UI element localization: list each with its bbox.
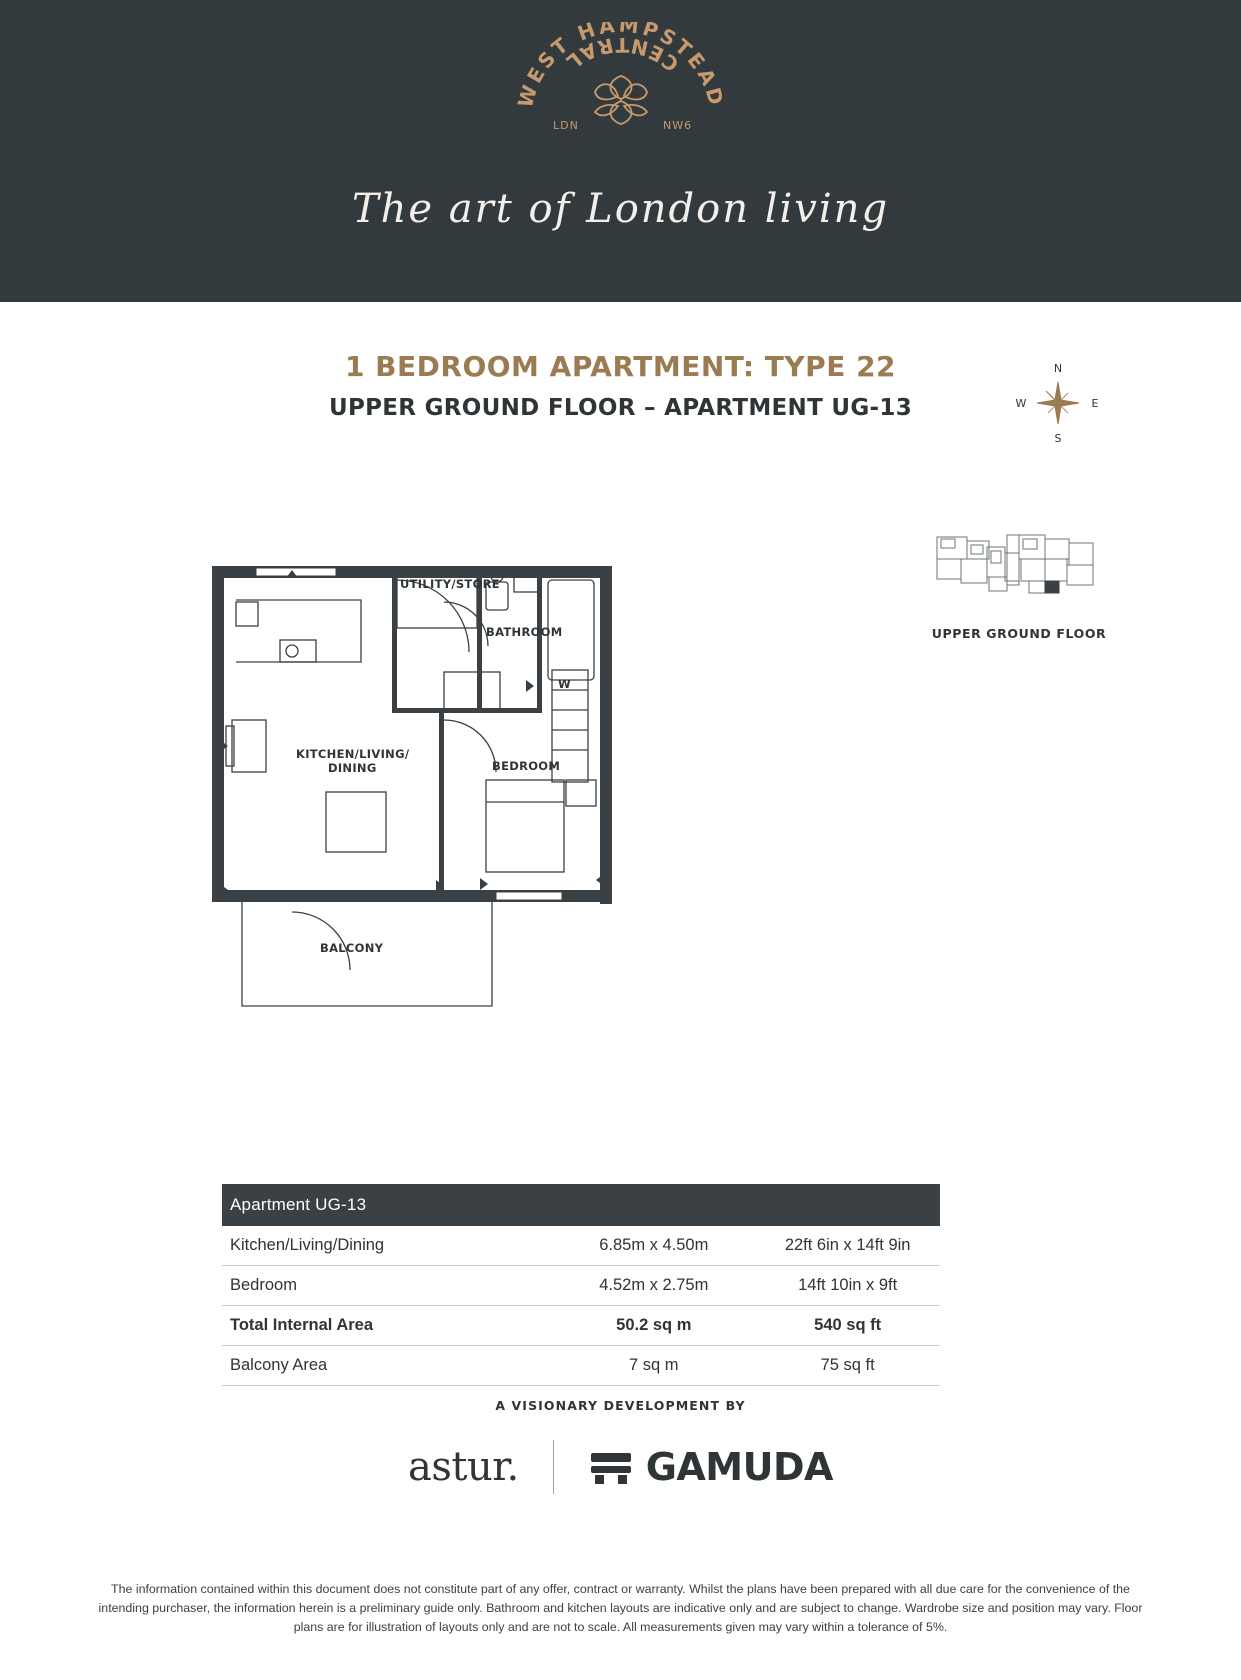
svg-text:LDN: LDN <box>552 119 579 132</box>
key-plan-label: UPPER GROUND FLOOR <box>931 626 1107 641</box>
row-imperial: 75 sq ft <box>753 1346 940 1386</box>
page-subtitle: UPPER GROUND FLOOR – APARTMENT UG-13 <box>328 395 913 421</box>
compass-rose <box>1015 360 1101 446</box>
room-label-utility-store: UTILITY/STORE <box>400 577 500 591</box>
row-imperial: 22ft 6in x 14ft 9in <box>753 1226 940 1266</box>
disclaimer-text: The information contained within this document does not constitute part of any offer, contract or warranty. Whilst the plans have been prepared with all due care for the convenience of the intending purchaser, the information herein is a preliminary guide only. Bathroom and kitchen layouts are indicative only and are subject to change. Wardrobe size and position may vary. Floor plans are for illustration of layouts only and are not to scale. All measurements given may vary within a tolerance of 5%. <box>98 1582 1143 1635</box>
compass-south-label: S <box>1054 432 1062 445</box>
gamuda-logo <box>588 1445 833 1489</box>
room-label-kitchen-living: KITCHEN/LIVING/ <box>296 747 410 761</box>
brand-logo-svg <box>491 22 751 192</box>
compass-west-label: W <box>1015 397 1027 410</box>
key-plan-highlight <box>1045 581 1059 593</box>
brand-logo <box>491 22 751 182</box>
row-imperial: 540 sq ft <box>753 1306 940 1346</box>
svg-text:CENTRAL: CENTRAL <box>558 32 683 77</box>
partner-logos <box>0 1440 1241 1494</box>
gamuda-wordmark: GAMUDA <box>645 1445 833 1489</box>
compass-east-label: E <box>1091 397 1099 410</box>
astur-logo: astur. <box>408 1444 519 1490</box>
table-row <box>222 1226 940 1266</box>
row-metric: 6.85m x 4.50m <box>552 1226 753 1266</box>
room-label-balcony: BALCONY <box>320 941 384 955</box>
brand-tagline: The art of London living <box>351 186 890 232</box>
svg-text:NW6: NW6 <box>662 119 692 132</box>
compass-north-label: N <box>1053 362 1063 375</box>
svg-text:WEST HAMPSTEAD: WEST HAMPSTEAD <box>512 22 729 111</box>
row-name: Bedroom <box>222 1266 552 1306</box>
specification-table <box>222 1184 940 1386</box>
visionary-caption: A VISIONARY DEVELOPMENT BY <box>495 1398 746 1413</box>
key-plan <box>929 527 1109 641</box>
page-header <box>0 0 1241 302</box>
room-label-dining: DINING <box>328 761 377 775</box>
floor-plan-drawing <box>196 540 676 1020</box>
floor-plan <box>196 540 676 1020</box>
room-label-bedroom: BEDROOM <box>492 759 561 773</box>
room-label-bathroom: BATHROOM <box>486 625 563 639</box>
row-metric: 50.2 sq m <box>552 1306 753 1346</box>
logo-divider <box>553 1440 554 1494</box>
row-name: Total Internal Area <box>222 1306 552 1346</box>
room-label-wardrobe: W <box>558 677 571 691</box>
table-row-total <box>222 1306 940 1346</box>
row-imperial: 14ft 10in x 9ft <box>753 1266 940 1306</box>
row-name: Balcony Area <box>222 1346 552 1386</box>
gamuda-mark-icon <box>588 1447 634 1487</box>
row-name: Kitchen/Living/Dining <box>222 1226 552 1266</box>
table-row <box>222 1346 940 1386</box>
row-metric: 7 sq m <box>552 1346 753 1386</box>
table-header: Apartment UG-13 <box>222 1184 940 1226</box>
table-row <box>222 1266 940 1306</box>
page-title: 1 BEDROOM APARTMENT: TYPE 22 <box>344 350 897 383</box>
key-plan-diagram <box>929 527 1109 607</box>
row-metric: 4.52m x 2.75m <box>552 1266 753 1306</box>
